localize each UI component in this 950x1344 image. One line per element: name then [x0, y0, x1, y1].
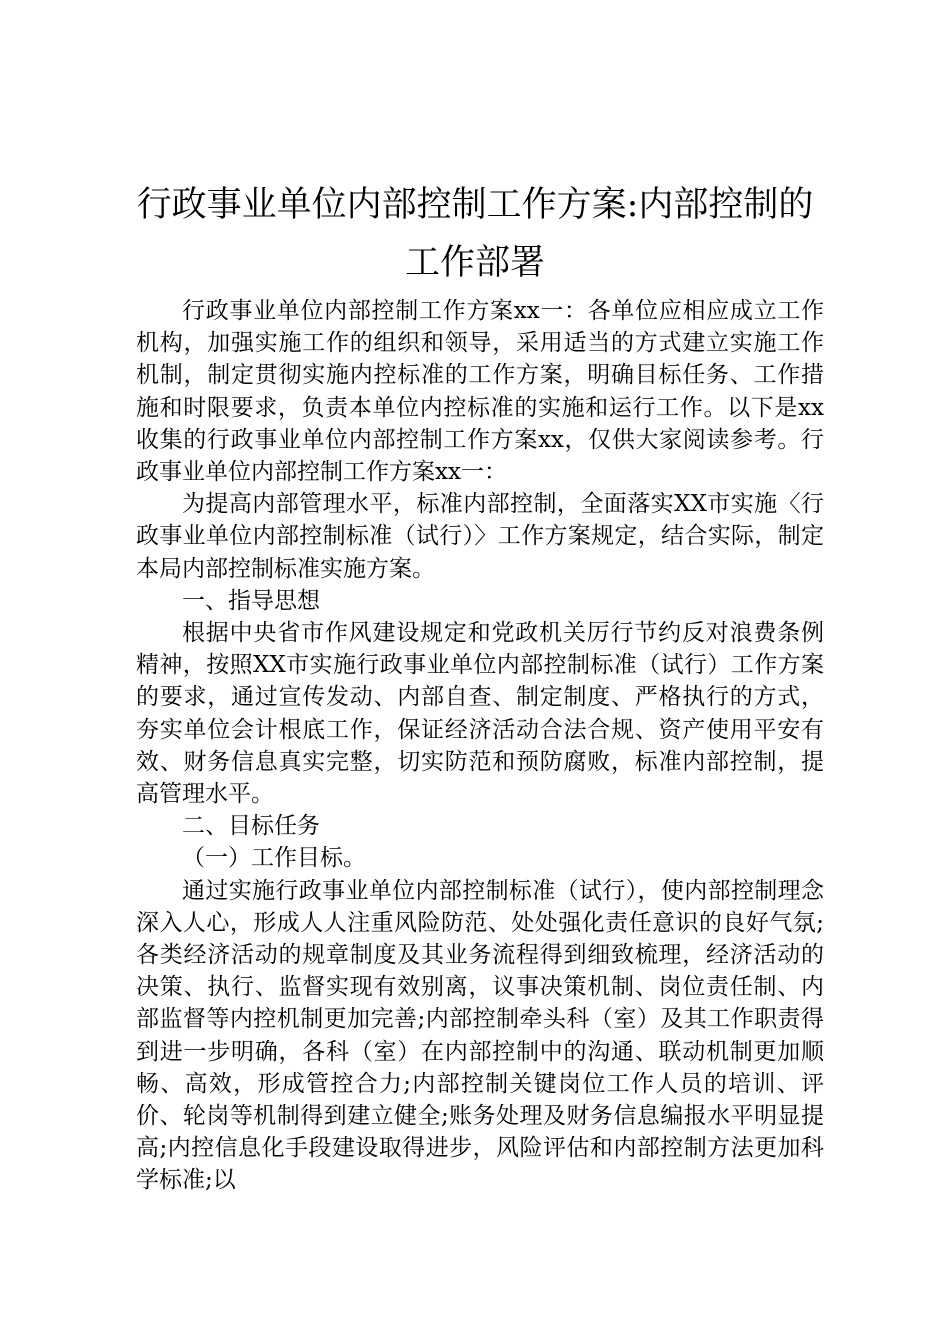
paragraph-intro: 行政事业单位内部控制工作方案xx一：各单位应相应成立工作机构，加强实施工作的组织和领导，采用适当的方式建立实施工作机制，制定贯彻实施内控标准的工作方案，明确目标任务、工作措施和时限要求，负责本单位内控标准的实施和运行工作。以下是xx收集的行政事业单位内部控制工作方案xx，仅供大家阅读参考。行政事业单位内部控制工作方案xx一： [136, 298, 824, 486]
subsection-heading-work-goals: （一）工作目标。 [182, 845, 366, 872]
paragraph-purpose: 为提高内部管理水平，标准内部控制，全面落实XX市实施〈行政事业单位内部控制标准（试行）〉工作方案规定，结合实际，制定本局内部控制标准实施方案。 [136, 491, 824, 582]
section-heading-goals-tasks: 二、目标任务 [182, 813, 320, 840]
paragraph-work-goals: 通过实施行政事业单位内部控制标准（试行），使内部控制理念深入人心，形成人人注重风险防范、处处强化责任意识的良好气氛;各类经济活动的规章制度及其业务流程得到细致梳理，经济活动的决策、执行、监督实现有效别离，议事决策机制、岗位责任制、内部监督等内控机制更加完善;内部控制牵头科（室）及其工作职责得到进一步明确，各科（室）在内部控制中的沟通、联动机制更加顺畅、高效，形成管控合力;内部控制关键岗位工作人员的培训、评价、轮岗等机制得到建立健全;账务处理及财务信息编报水平明显提高;内控信息化手段建设取得进步，风险评估和内部控制方法更加科学标准;以 [136, 877, 824, 1194]
section-heading-guiding-ideology: 一、指导思想 [182, 587, 320, 614]
paragraph-guiding-ideology: 根据中央省市作风建设规定和党政机关厉行节约反对浪费条例精神，按照XX市实施行政事业单位内部控制标准（试行）工作方案的要求，通过宣传发动、内部自查、制定制度、严格执行的方式，夯实单位会计根底工作，保证经济活动合法合规、资产使用平安有效、财务信息真实完整，切实防范和预防腐败，标准内部控制，提高管理水平。 [136, 620, 824, 808]
document-title: 行政事业单位内部控制工作方案:内部控制的工作部署 [136, 185, 814, 283]
document-body [136, 295, 824, 1197]
